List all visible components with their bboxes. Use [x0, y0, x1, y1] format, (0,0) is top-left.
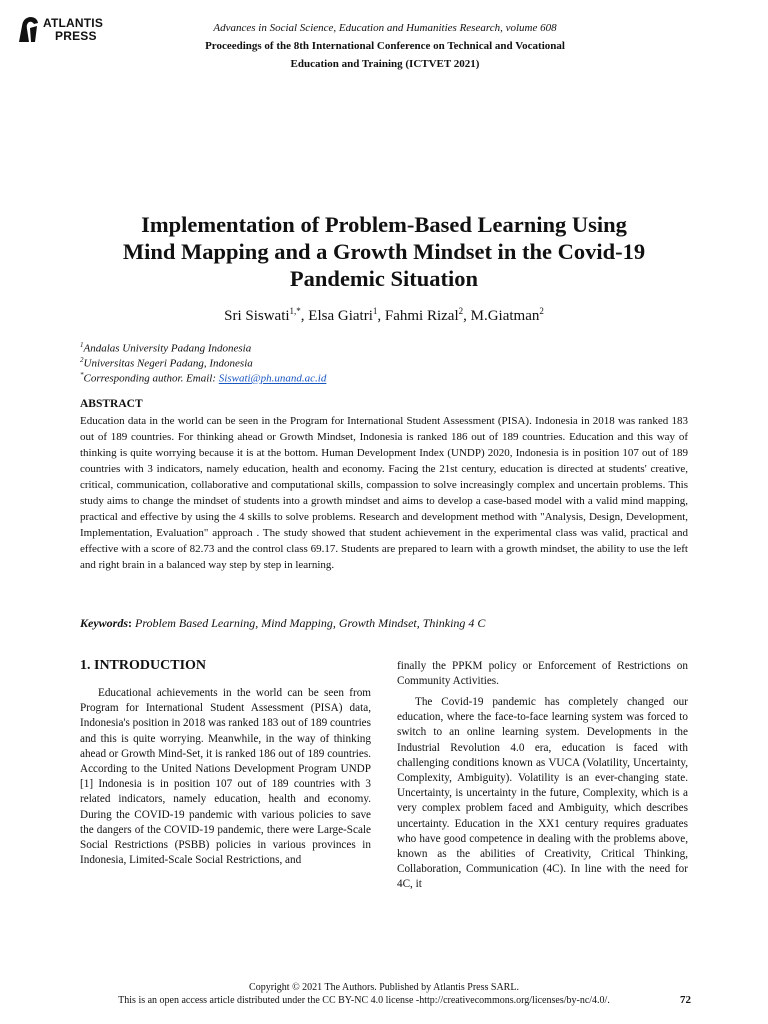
title-line2: Mind Mapping and a Growth Mindset in the Covid-19	[122, 239, 646, 264]
affiliation-text: Universitas Negeri Padang, Indonesia	[83, 357, 253, 370]
atlantis-press-logo	[15, 14, 110, 44]
author-list: Sri Siswati$^{1,*}$, Elsa Giatri$^1$, Fahmi Rizal$^2$, M.Giatman$^2$	[224, 306, 544, 324]
corresponding-sup: *	[80, 371, 84, 379]
keywords-label: Keywords	[80, 616, 128, 630]
title-line1: Implementation of Problem-Based Learning Using	[141, 212, 627, 237]
section-heading-introduction: 1. INTRODUCTION	[80, 658, 207, 673]
author-name: Elsa Giatri	[308, 308, 373, 324]
author-name: Fahmi Rizal	[384, 308, 459, 324]
footer-copyright: Copyright © 2021 The Authors. Published by Atlantis Press SARL.	[249, 982, 519, 993]
proceedings-line2: Education and Training (ICTVET 2021)	[290, 58, 480, 70]
intro-right-continuation: finally the PPKM policy or Enforcement of Restrictions on Community Activities.	[397, 660, 688, 688]
title-line3: Pandemic Situation	[289, 266, 479, 291]
logo-text-line1: ATLANTIS	[43, 16, 104, 30]
journal-header: Advances in Social Science, Education and Humanities Research, volume 608	[213, 22, 557, 34]
author-sup: 2	[539, 306, 544, 316]
author-sup: 1,*	[289, 306, 301, 316]
intro-right-paragraph: The Covid-19 pandemic has completely changed our education, where the face-to-face learning system was forced to switch to an online learning system. Developments in the Industrial Revolution 4.0 era, education is faced with challenging conditions known as VUCA (Volatility, Uncertainty, Complexity, Ambiguity). Volatility is an ever-changing state. Uncertainty, is uncertainty in the future, Complexity, which is a very complex problem faced and Ambiguity, which describes uncertainty. Education in the XX1 century requires graduates who have good competence in dealing with the problems above, known as the abilities of Creativity, Critical Thinking, Collaboration, Communication (4C). In line with the need for 4C, it	[397, 696, 688, 891]
keywords-text: Problem Based Learning, Mind Mapping, Growth Mindset, Thinking 4 C	[135, 616, 486, 630]
affiliation-sup: 1	[80, 341, 84, 349]
author-name: M.Giatman	[470, 308, 540, 324]
author-email-link[interactable]: Siswati@ph.unand.ac.id	[218, 372, 327, 385]
page-number: 72	[680, 994, 691, 1006]
proceedings-header	[150, 37, 620, 73]
affiliation-text: Andalas University Padang Indonesia	[83, 342, 252, 355]
keywords	[80, 615, 485, 631]
author-sup: 2	[458, 306, 464, 316]
proceedings-line1: Proceedings of the 8th International Conference on Technical and Vocational	[205, 40, 565, 52]
abstract-text: Education data in the world can be seen in the Program for International Student Assessment (PISA). Indonesia in 2018 was ranked 183 out of 189 countries. For thinking ahead or Growth Mindset, Indonesia is ranked 186 out of 189 countries. Education and this way of thinking is quite worrying because it is at the bottom. Human Development Index (UNDP) 2020, Indonesia is in position 107 out of 189 countries with 3 indicators, namely education, health and economy. Facing the 21st century, education is directed at students' creative, critical, communication, collaborative and computational skills, compassion to solve increasingly complex and uncertain problems. This study aims to change the mindset of students into a growth mindset and aims to develop a case-based model with a valid mind mapping, practical and effective by using the 4 skills to solve problems. Research and development method with "Analysis, Design, Development, Implementation, Evaluation" approach . The study showed that student achievement in the experimental class was valid, practical and effective with a score of 82.73 and the control class 69.17. Students are prepared to learn with a growth mindset, the ability to use the left and right brain in a balanced way step by step in learning.	[80, 415, 688, 571]
abstract-heading: ABSTRACT	[80, 398, 143, 410]
keywords-sep: :	[128, 616, 132, 630]
author-name: Sri Siswati	[224, 308, 290, 324]
corresponding-label: Corresponding author. Email:	[83, 372, 219, 385]
paper-title	[60, 211, 708, 292]
intro-left-paragraph: Educational achievements in the world can be seen from Program for International Student Assessment (PISA) data, Indonesia's position in 2018 was ranked 183 out of 189 countries and this is quite worrying. Meanwhile, in the way of thinking ahead or Growth Mind-Set, it is ranked 186 out of 189 countries. According to the United Nations Development Program UNDP [1] Indonesia is in position 107 out of 189 countries with 3 related indicators, namely education, health and economy. During the COVID-19 pandemic with various policies to save the dangers of the COVID-19 pandemic, there were Large-Scale Social Restrictions (PSBB) policies in various provinces in Indonesia, Limited-Scale Social Restrictions, and	[80, 687, 371, 867]
corresponding-author	[80, 368, 326, 386]
author-sup: 1	[372, 306, 378, 316]
footer-license: This is an open access article distributed under the CC BY-NC 4.0 license -http://creativecommons.org/licenses/by-nc/4.0/.	[118, 995, 610, 1006]
logo-text-line2: PRESS	[55, 29, 97, 43]
logo-emblem-icon	[15, 14, 41, 44]
affiliation-sup: 2	[80, 356, 84, 364]
